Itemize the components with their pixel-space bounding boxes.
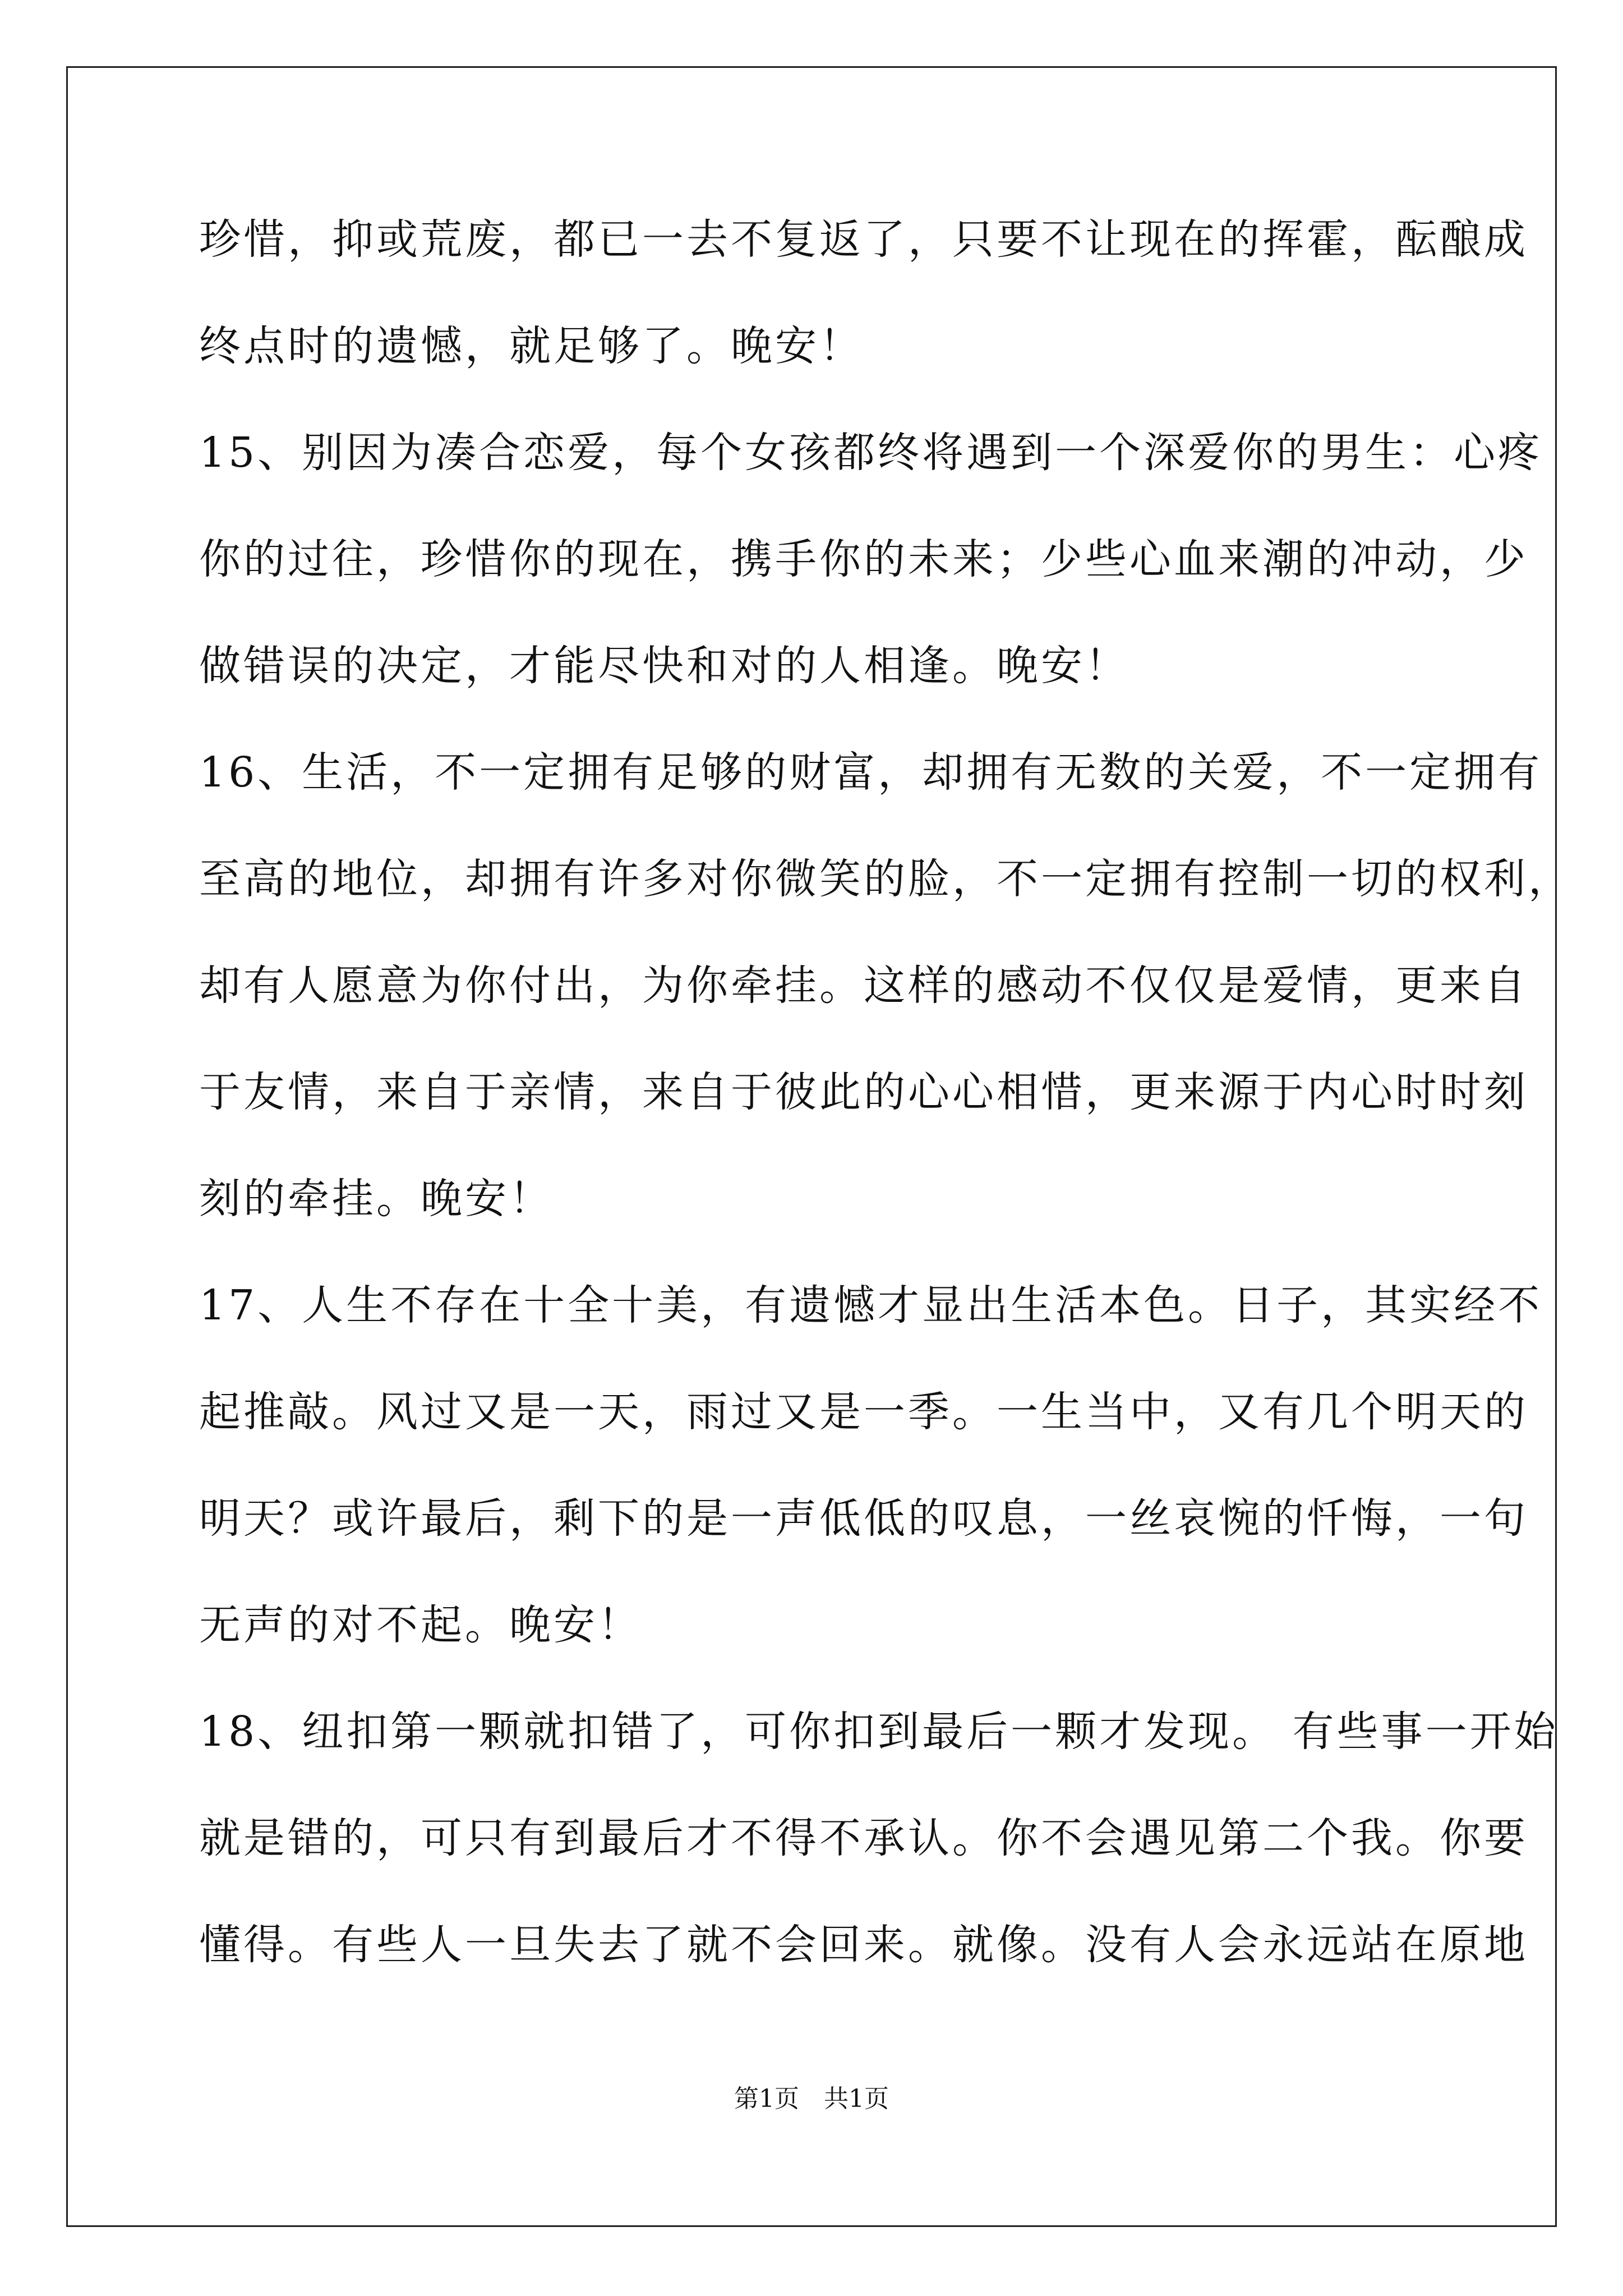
text-line: 就是错的，可只有到最后才不得不承认。你不会遇见第二个我。你要 [199,1814,1528,1862]
text-line: 明天？或许最后，剩下的是一声低低的叹息，一丝哀惋的忏悔，一句 [199,1494,1528,1543]
text-line: 珍惜，抑或荒废，都已一去不复返了，只要不让现在的挥霍，酝酿成 [199,215,1528,264]
page-footer: 第1页 共1页 [734,2085,889,2113]
text-line: 却有人愿意为你付出，为你牵挂。这样的感动不仅仅是爱情，更来自 [199,961,1528,1010]
text-line: 18、纽扣第一颗就扣错了，可你扣到最后一颗才发现。 有些事一开始 [199,1708,1559,1756]
text-line: 无声的对不起。晚安！ [199,1601,642,1649]
text-line: 做错误的决定，才能尽快和对的人相逢。晚安！ [199,642,1129,690]
text-line: 终点时的遗憾，就足够了。晚安！ [199,322,864,370]
text-line: 至高的地位，却拥有许多对你微笑的脸，不一定拥有控制一切的权利， [199,855,1573,903]
text-line: 你的过往，珍惜你的现在，携手你的未来；少些心血来潮的冲动，少 [199,535,1528,583]
text-line: 起推敲。风过又是一天，雨过又是一季。一生当中，又有几个明天的 [199,1388,1528,1436]
text-line: 16、生活，不一定拥有足够的财富，却拥有无数的关爱，不一定拥有 [199,748,1543,797]
text-line: 17、人生不存在十全十美，有遗憾才显出生活本色。日子，其实经不 [199,1281,1543,1329]
text-line: 15、别因为凑合恋爱，每个女孩都终将遇到一个深爱你的男生：心疼 [199,429,1543,477]
text-line: 刻的牵挂。晚安！ [199,1175,554,1223]
text-line: 于友情，来自于亲情，来自于彼此的心心相惜，更来源于内心时时刻 [199,1068,1528,1116]
text-line: 懂得。有些人一旦失去了就不会回来。就像。没有人会永远站在原地 [199,1921,1528,1969]
document-body [199,215,1573,2031]
